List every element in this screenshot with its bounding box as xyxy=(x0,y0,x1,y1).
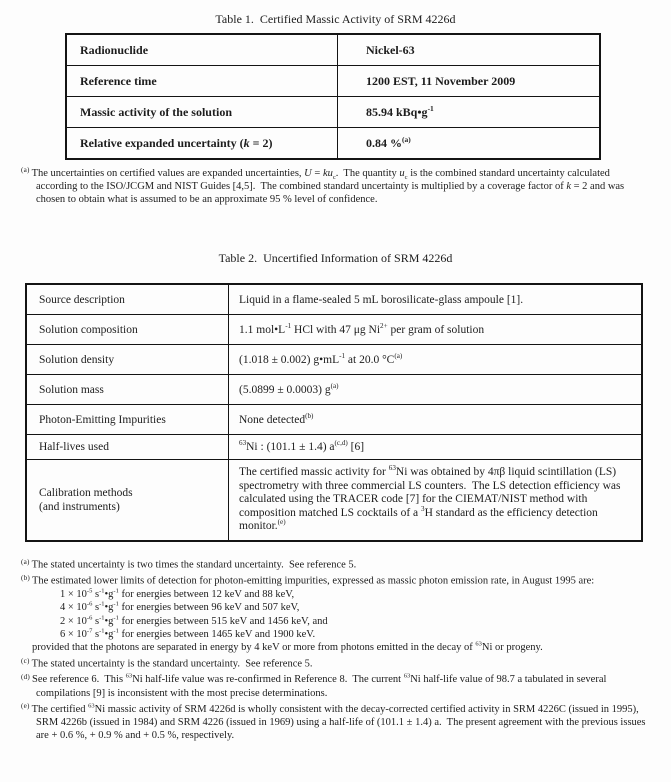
row-value-cell: 85.94 $kBq•g^{-1}$ xyxy=(338,97,601,128)
row-label-cell: Reference time xyxy=(66,66,338,97)
row-label-cell: Source description xyxy=(26,284,229,315)
table2-uncertified-information xyxy=(25,283,643,542)
footnote-b-continuation: provided that the photons are separated in energy by 4 keV or more from photons emitted in the decay of $^{63}$Ni or progeny. xyxy=(32,640,543,654)
footnote-marker: (b) xyxy=(21,573,30,582)
row-value-cell: 1.1 $mol•L^{-1}$ HCl with 47 μg $Ni^{2+}$ per gram of solution xyxy=(229,315,643,345)
row-label-cell: Relative expanded uncertainty (k = 2) xyxy=(66,128,338,160)
table2-row-source-description xyxy=(26,284,642,315)
footnote-b-limit-line: $2 \times 10^{-6}$ $s^{-1}•g^{-1}$ for energies between 515 keV and 1456 keV, and xyxy=(60,614,328,627)
row-label-cell: Calibration methods (and instruments) xyxy=(26,460,229,541)
footnote-text: The stated uncertainty is two times the standard uncertainty. See reference 5. xyxy=(31,559,357,571)
footnote-marker: (a) xyxy=(21,558,30,566)
table1-row-expanded-uncertainty xyxy=(66,128,600,160)
footnote-d xyxy=(21,671,655,700)
row-label-cell: Photon-Emitting Impurities xyxy=(26,405,229,435)
row-value-cell: Liquid in a flame-sealed 5 mL borosilicate-glass ampoule [1]. xyxy=(229,284,643,315)
table2-row-calibration-methods xyxy=(26,460,642,541)
table2-footnotes xyxy=(21,556,655,743)
footnote-text: The certified $^{63}$Ni massic activity of SRM 4226d is wholly consistent with the decay-corrected certified activity in SRM 4226C (issued in 1995), SRM 4226b (issued in 1984) and SRM 4226 (issued in 1969) using a half-life of (101.1 ± 1.4) a. The present agreement with the previous issues are + 0.6 %, + 0.9 % and + 0.5 %, respectively. xyxy=(31,702,646,742)
table2-row-solution-density xyxy=(26,345,642,375)
footnote-b-limit-line: $4 \times 10^{-6}$ $s^{-1}•g^{-1}$ for energies between 96 keV and 507 keV, xyxy=(60,600,300,614)
footnote-b-limit-line: $6 \times 10^{-7}$ $s^{-1}•g^{-1}$ for energies between 1465 keV and 1900 keV. xyxy=(60,627,316,641)
footnote-b xyxy=(21,572,655,588)
row-label-cell: Massic activity of the solution xyxy=(66,97,338,128)
footnote-a xyxy=(21,556,655,572)
footnote-marker: (e) xyxy=(21,702,30,711)
row-value-cell: (1.018 ± 0.002) $g•mL^{-1}$ at 20.0 $^\circ C^{(a)}$ xyxy=(229,345,643,375)
row-value-cell: (5.0899 ± 0.0003) $g^{(a)}$ xyxy=(229,375,643,405)
row-value-cell: $^{63}$Ni : (101.1 ± 1.4) $a^{(c,d)}$ [6] xyxy=(229,435,643,460)
footnote-marker: (c) xyxy=(21,656,30,665)
table1-footnotes xyxy=(21,164,650,207)
table1-certified-massic-activity xyxy=(65,33,601,160)
table1-row-radionuclide xyxy=(66,34,600,66)
table2-title: Table 2. Uncertified Information of SRM 4226d xyxy=(218,251,453,265)
row-label-cell: Radionuclide xyxy=(66,34,338,66)
footnote-c xyxy=(21,655,655,671)
footnote-marker: (a) xyxy=(21,166,30,174)
table1-row-massic-activity xyxy=(66,97,600,128)
row-label-cell: Solution composition xyxy=(26,315,229,345)
table2-row-solution-mass xyxy=(26,375,642,405)
footnote-e xyxy=(21,700,655,743)
footnote-b-limit-line: $1 \times 10^{-5}$ $s^{-1}•g^{-1}$ for energies between 12 keV and 88 keV, xyxy=(60,587,295,600)
footnote-text: The estimated lower limits of detection for photon-emitting impurities, expressed as massic photon emission rate, in August 1995 are: xyxy=(31,575,595,587)
table1-row-reference-time xyxy=(66,66,600,97)
footnote-a xyxy=(21,164,650,207)
row-value-cell: 0.84 %$^{(a)}$ xyxy=(338,128,601,160)
table2-row-photon-emitting-impurities xyxy=(26,405,642,435)
row-label-cell: Solution density xyxy=(26,345,229,375)
footnote-text: See reference 6. This $^{63}$Ni half-life value was re-confirmed in Reference 8. The current $^{63}$Ni half-life value of 98.7 a tabulated in several compilations [9] is inconsistent with the most precise determinations. xyxy=(31,672,607,699)
table2-row-solution-composition xyxy=(26,315,642,345)
row-value-cell: 1200 EST, 11 November 2009 xyxy=(338,66,601,97)
footnote-text: The uncertainties on certified values are expanded uncertainties, $U = ku_c$. The quantity $u_c$ is the combined standard uncertainty calculated according to the ISO/JCGM and NIST Guides [4,5]. The combined standard uncertainty is multiplied by a coverage factor of k = 2 and was chosen to obtain what is assumed to be an approximate 95 % level of confidence. xyxy=(31,167,625,206)
row-label-cell: Half-lives used xyxy=(26,435,229,460)
footnote-text: The stated uncertainty is the standard uncertainty. See reference 5. xyxy=(31,658,313,670)
row-value-cell: None detected$^{(b)}$ xyxy=(229,405,643,435)
row-value-cell: Nickel-63 xyxy=(338,34,601,66)
row-label-cell: Solution mass xyxy=(26,375,229,405)
row-value-cell: The certified massic activity for $^{63}$Ni was obtained by 4πβ liquid scintillation (LS) spectrometry with three commercial LS counters. The LS detection efficiency was calculated using the TRACER code [7] for the CIEMAT/NIST method with composition matched LS cocktails of a $^3$H standard as the efficiency detection monitor.$^{(e)}$ xyxy=(229,460,643,541)
table2-row-half-lives xyxy=(26,435,642,460)
table1-title: Table 1. Certified Massic Activity of SRM 4226d xyxy=(215,12,456,26)
footnote-marker: (d) xyxy=(21,672,30,681)
